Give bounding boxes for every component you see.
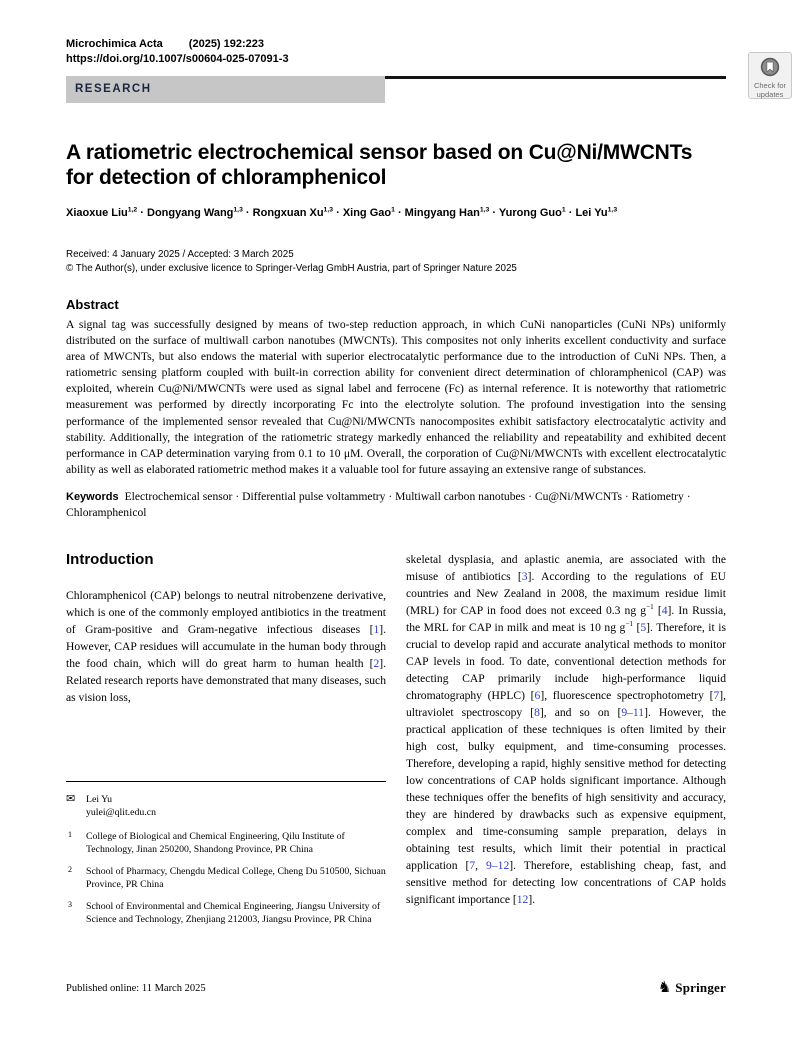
journal-citation: (2025) 192:223 — [188, 38, 265, 50]
text-segment: ]. — [528, 892, 536, 906]
journal-name: Microchimica Acta — [66, 38, 163, 50]
text-segment: ]. In Russia, the MRL for CAP in milk and meat is 10 ng g — [406, 603, 726, 634]
text-segment: ]. Related research reports have demonstrated that many diseases, such as vision loss, — [66, 656, 386, 704]
text-segment: 1 — [561, 206, 566, 214]
text-segment: · — [137, 207, 148, 219]
text-segment: ]. According to the regulations of EU countries and New Zealand in 2008, the maximum residue limit (MRL) for CAP in food does not exceed 0.3 ng g — [406, 569, 726, 617]
doi-link[interactable]: https://doi.org/10.1007/s00604-025-07091-3 — [66, 53, 289, 65]
page-title: A ratiometric electrochemical sensor based on Cu@Ni/MWCNTs for detection of chloramphenicol — [66, 141, 693, 189]
citation-link[interactable]: 7 — [469, 858, 476, 872]
affiliation-number: 3 — [68, 899, 72, 909]
received-accepted: Received: 4 January 2025 / Accepted: 3 March 2025 — [66, 249, 294, 260]
text-segment: Rongxuan Xu — [252, 207, 324, 219]
corresponding-author: Lei Yu — [86, 793, 113, 805]
category-banner: RESEARCH — [66, 76, 385, 103]
citation-link[interactable]: 8 — [534, 705, 540, 719]
text-segment: Dongyang Wang — [147, 207, 234, 219]
keywords-line — [66, 489, 726, 522]
text-segment: · — [565, 207, 576, 219]
text-segment: −1 — [646, 603, 654, 612]
affiliation-number: 2 — [68, 864, 72, 874]
text-segment: Mingyang Han — [404, 207, 480, 219]
affiliation-item — [66, 900, 386, 927]
text-segment: · — [489, 207, 499, 219]
citation-link[interactable]: 12 — [516, 892, 529, 906]
check-badge-label-1: Check for — [753, 81, 787, 90]
article-meta — [66, 248, 726, 276]
text-segment: Xiaoxue Liu — [66, 207, 128, 219]
text-segment: 1,3 — [607, 206, 618, 214]
text-segment: 1,3 — [233, 206, 243, 214]
two-column-body — [66, 551, 726, 935]
envelope-icon: ✉ — [66, 792, 76, 805]
page-footer — [66, 980, 726, 996]
published-online: Published online: 11 March 2025 — [66, 982, 206, 994]
text-segment: Lei Yu — [575, 207, 608, 219]
text-segment: ]. Therefore, establishing cheap, fast, and sensitive method for detecting low concentrations of CAP holds significant importance [ — [406, 858, 726, 906]
text-segment: 1 — [391, 206, 395, 214]
check-updates-icon — [760, 64, 780, 81]
text-segment: skeletal dysplasia, and aplastic anemia, are associated with the misuse of antibiotics [ — [406, 552, 726, 583]
keywords-label: Keywords — [66, 490, 119, 503]
footnote-block — [66, 781, 386, 935]
check-for-updates-button[interactable] — [748, 52, 792, 99]
text-segment: · — [242, 207, 253, 219]
text-segment: ]. However, the practical application of these techniques is often limited by their high cost, bulky equipment, and time-consuming processes. Therefore, developing a rapid, highly sensitive method for detecting low concentrations of CAP holds significant importance. Although these techniques offer the benefits of high sensitivity and accuracy, they are hindered by drawbacks such as expensive equipment, complex and time-consuming sample preparation, delays in obtaining test results, which limit their potential in practical application [ — [406, 705, 726, 872]
introduction-heading: Introduction — [66, 550, 154, 568]
text-segment: Xing Gao — [342, 207, 392, 219]
affiliation-number: 1 — [68, 829, 72, 839]
springer-horse-icon: ♞ — [657, 979, 672, 996]
author-list — [66, 206, 726, 221]
left-column — [66, 551, 386, 935]
citation-link[interactable]: 9–12 — [486, 858, 510, 872]
abstract-paragraph: A signal tag was successfully designed by means of two-step reduction approach, in which CuNi nanoparticles (CuNi NPs) uniformly distributed on the surface of multiwall carbon nanotubes (MWCNTs). This composites not only inherits excellent conductivity and surface area of MWCNTs, but also endows the material with superior electrocatalytic performance due to the introduction of CuNi NPs. Then, a ratiometric sensing platform coupled with built-in correction ability for convenient direct determination of chloramphenicol (CAP) was exploited, wherein Cu@Ni/MWCNTs were used as signal label and ferrocene (Fc) as internal reference. It is noteworthy that ratiometric measurement was performed by directly incorporating Fc into the electrolyte solution. The profound investigation into the sensing performance of the implemented sensor revealed that Cu@Ni/MWCNTs nanocomposites exhibit satisfactory electrocatalytic activity and stability. Additionally, the integration of the ratiometric strategy markedly enhanced the reliability and repeatability and exhibited decent performance in CAP determination varying from 0.1 to 10 μM. Overall, the corporation of Cu@Ni/MWCNTs with excellent electrocatalytic ability as well as elaborated ratiometric method makes it a valuable tool for future assaying an extensive range of substances. — [66, 318, 726, 476]
text-segment: Chloramphenicol (CAP) belongs to neutral nitrobenzene derivative, which is one of the commonly employed antibiotics in the treatment of Gram-positive and Gram-negative infectious diseases [ — [66, 588, 386, 636]
citation-link[interactable]: 4 — [661, 603, 668, 617]
category-banner-row — [66, 76, 726, 103]
affiliation-item — [66, 830, 386, 857]
citation-link[interactable]: 7 — [713, 688, 720, 702]
intro-paragraph-right — [406, 551, 726, 908]
correspondence-text — [86, 793, 156, 820]
text-segment: 1,2 — [127, 206, 138, 214]
citation-link[interactable]: 3 — [521, 569, 528, 583]
springer-logo — [658, 980, 726, 996]
text-segment: −1 — [625, 620, 633, 629]
header-rule — [385, 76, 726, 79]
text-segment: ], fluorescence spectrophotometry [ — [540, 688, 714, 702]
text-segment: 1,3 — [479, 206, 490, 214]
citation-link[interactable]: 1 — [373, 622, 380, 636]
citation-link[interactable]: 5 — [640, 620, 647, 634]
springer-logo-text: Springer — [675, 980, 726, 995]
correspondence — [66, 793, 386, 820]
text-segment: [ — [632, 620, 641, 634]
text-segment: , — [475, 858, 487, 872]
affiliation-item — [66, 865, 386, 892]
text-segment: · — [394, 207, 405, 219]
citation-link[interactable]: 2 — [373, 656, 380, 670]
intro-paragraph-left — [66, 587, 386, 706]
affiliation-text: College of Biological and Chemical Engineering, Qilu Institute of Technology, Jinan 250200, Shandong Province, PR China — [86, 830, 345, 856]
right-column — [406, 551, 726, 935]
text-segment: ], ultraviolet spectroscopy [ — [406, 688, 726, 719]
affiliation-text: School of Pharmacy, Chengdu Medical College, Cheng Du 510500, Sichuan Province, PR China — [86, 865, 386, 891]
text-segment: ]. Therefore, it is crucial to develop rapid and accurate analytical methods to monitor CAP levels in food. To date, conventional detection methods for detecting CAP primarily include high-performance liquid chromatography (HPLC) [ — [406, 620, 726, 702]
citation-link[interactable]: 9–11 — [621, 705, 645, 719]
affiliation-text: School of Environmental and Chemical Engineering, Jiangsu University of Science and Technology, Zhenjiang 212003, Jiangsu Province, PR China — [86, 900, 381, 926]
footnote-divider — [66, 781, 386, 782]
text-segment: Yurong Guo — [498, 207, 562, 219]
check-badge-label-2: updates — [756, 89, 784, 99]
abstract-heading: Abstract — [66, 297, 119, 312]
text-segment: 1,3 — [323, 206, 334, 214]
text-segment: · — [333, 207, 343, 219]
citation-link[interactable]: 6 — [534, 688, 541, 702]
copyright-line: © The Author(s), under exclusive licence to Springer-Verlag GmbH Austria, part of Springer Nature 2025 — [66, 263, 517, 274]
journal-header — [66, 38, 726, 50]
text-segment: ], and so on [ — [539, 705, 622, 719]
corresponding-email[interactable]: yulei@qlit.edu.cn — [86, 807, 156, 819]
keywords-list: Electrochemical sensor · Differential pulse voltammetry · Multiwall carbon nanotubes · Cu@Ni/MWCNTs · Ratiometry · Chloramphenicol — [66, 489, 691, 520]
text-segment: [ — [653, 603, 662, 617]
text-segment: ]. However, CAP residues will accumulate in the human body through the food chain, which will do great harm to human health [ — [66, 622, 386, 670]
